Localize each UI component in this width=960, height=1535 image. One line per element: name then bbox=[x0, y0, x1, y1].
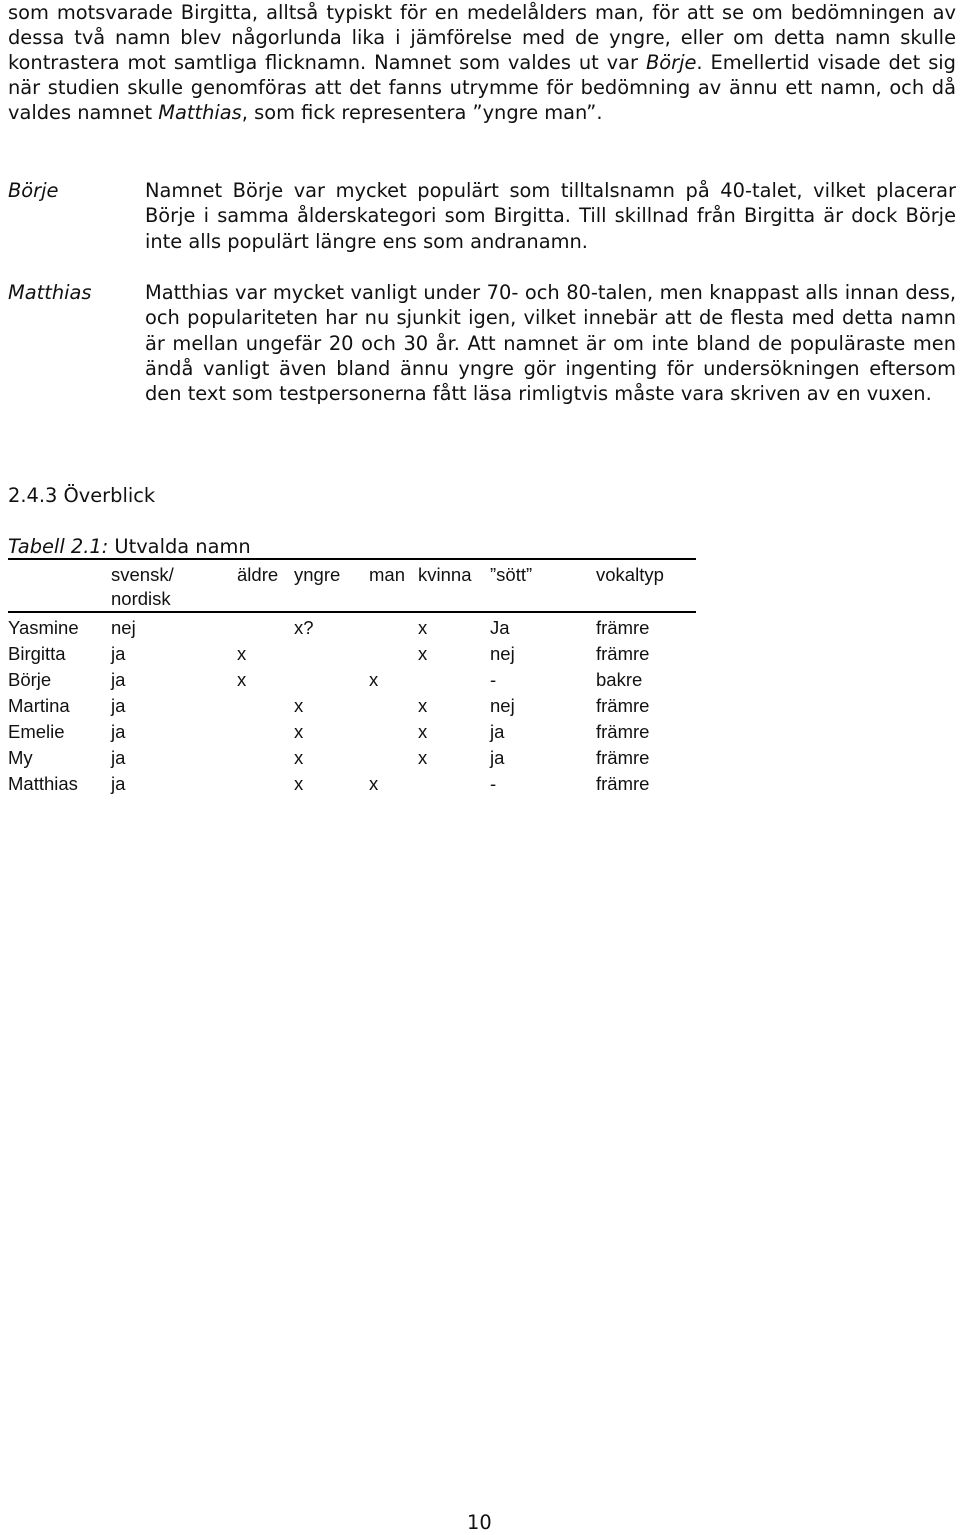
names-table-body bbox=[8, 613, 696, 798]
table-cell: x bbox=[418, 747, 428, 768]
table-cell bbox=[237, 746, 294, 772]
intro-text-1: som motsvarade Birgitta, alltså typiskt för en medelålders man, för att se om bedömningen av dessa två namn blev någorlunda lika i jämförelse med de yngre, eller om detta namn skulle kontrastera mot samtliga flicknamn. Namnet som valdes ut var bbox=[8, 1, 956, 74]
table-row bbox=[8, 642, 696, 668]
intro-text-2: . Emellertid visade det sig när studien skulle genomföras att det fanns utrymme för bedömning av ännu ett namn, och då valdes namnet bbox=[8, 51, 956, 124]
table-cell: Matthias bbox=[8, 773, 78, 794]
table-cell: främre bbox=[596, 695, 650, 716]
names-table-container bbox=[8, 558, 696, 798]
table-cell bbox=[369, 746, 418, 772]
table-header-row bbox=[8, 560, 696, 611]
table-cell: x bbox=[237, 669, 247, 690]
intro-paragraph bbox=[8, 0, 956, 125]
table-cell: Yasmine bbox=[8, 617, 79, 638]
table-cell: ja bbox=[490, 747, 505, 768]
table-caption bbox=[8, 534, 251, 559]
table-cell bbox=[294, 668, 369, 694]
header-cell bbox=[8, 560, 111, 611]
table-cell: My bbox=[8, 747, 33, 768]
table-cell: x bbox=[294, 773, 304, 794]
header-cell: kvinna bbox=[418, 564, 472, 585]
table-cell: nej bbox=[111, 617, 136, 638]
definition-term-borje: Börje bbox=[8, 179, 59, 202]
definition-text-borje: Namnet Börje var mycket populärt som tilltalsnamn på 40-talet, vilket placerar Börje i samma ålderskategori som Birgitta. Till skillnad från Birgitta är dock Börje inte alls populärt längre ens som andranamn. bbox=[145, 179, 956, 253]
table-cell: nej bbox=[490, 643, 515, 664]
table-cell: x? bbox=[294, 617, 314, 638]
table-cell bbox=[237, 772, 294, 798]
table-row bbox=[8, 668, 696, 694]
table-cell: ja bbox=[111, 773, 126, 794]
table-cell: ja bbox=[111, 695, 126, 716]
intro-text-3: , som fick representera ”yngre man”. bbox=[241, 101, 603, 124]
intro-name-matthias: Matthias bbox=[158, 101, 242, 124]
definition-term-matthias: Matthias bbox=[8, 281, 92, 304]
header-cell: ”sött” bbox=[490, 564, 533, 585]
table-cell: x bbox=[294, 747, 304, 768]
table-cell: Birgitta bbox=[8, 643, 66, 664]
table-cell: ja bbox=[490, 721, 505, 742]
table-cell: Börje bbox=[8, 669, 52, 690]
table-cell: x bbox=[418, 721, 428, 742]
table-cell: x bbox=[369, 669, 379, 690]
definition-text-matthias: Matthias var mycket vanligt under 70- och 80-talen, men knappast alls innan dess, och populariteten har nu sjunkit igen, vilket innebär att de flesta med detta namn är mellan ungefär 20 och 30 år. Att namnet är om inte bland de populäraste men ändå vanligt även bland ännu yngre gör ingenting för undersökningen eftersom den text som testpersonerna fått läsa rimligtvis måste vara skriven av en vuxen. bbox=[145, 281, 956, 406]
table-cell bbox=[237, 694, 294, 720]
table-cell: x bbox=[418, 643, 428, 664]
table-cell: x bbox=[294, 695, 304, 716]
table-cell: x bbox=[237, 643, 247, 664]
table-cell: bakre bbox=[596, 669, 643, 690]
table-cell bbox=[369, 613, 418, 642]
table-cell: främre bbox=[596, 721, 650, 742]
table-cell: främre bbox=[596, 773, 650, 794]
table-cell: - bbox=[490, 669, 497, 690]
table-row bbox=[8, 613, 696, 642]
table-cell bbox=[237, 720, 294, 746]
table-row bbox=[8, 720, 696, 746]
table-cell: nej bbox=[490, 695, 515, 716]
table-caption-label: Tabell 2.1: bbox=[8, 535, 109, 558]
header-cell: äldre bbox=[237, 564, 279, 585]
table-cell bbox=[369, 720, 418, 746]
table-cell: ja bbox=[111, 747, 126, 768]
table-cell: främre bbox=[596, 747, 650, 768]
header-cell: man bbox=[369, 564, 405, 585]
table-cell: Martina bbox=[8, 695, 70, 716]
table-cell bbox=[369, 694, 418, 720]
names-table bbox=[8, 560, 696, 611]
table-row bbox=[8, 746, 696, 772]
table-row bbox=[8, 772, 696, 798]
table-caption-title: Utvalda namn bbox=[108, 535, 251, 558]
table-cell: Emelie bbox=[8, 721, 65, 742]
table-cell: x bbox=[369, 773, 379, 794]
table-cell: Ja bbox=[490, 617, 510, 638]
page-number: 10 bbox=[467, 1511, 492, 1534]
header-cell: yngre bbox=[294, 564, 341, 585]
table-cell: ja bbox=[111, 721, 126, 742]
section-heading: 2.4.3 Överblick bbox=[8, 484, 156, 507]
table-cell bbox=[418, 772, 490, 798]
table-cell bbox=[237, 613, 294, 642]
table-cell bbox=[369, 642, 418, 668]
table-cell: x bbox=[418, 617, 428, 638]
header-cell: svensk/ nordisk bbox=[111, 564, 174, 609]
table-cell: - bbox=[490, 773, 497, 794]
table-cell: främre bbox=[596, 617, 650, 638]
intro-name-borje: Börje bbox=[645, 51, 697, 74]
table-cell bbox=[294, 642, 369, 668]
table-cell: x bbox=[294, 721, 304, 742]
table-row bbox=[8, 694, 696, 720]
table-cell: ja bbox=[111, 643, 126, 664]
table-cell: ja bbox=[111, 669, 126, 690]
table-cell: x bbox=[418, 695, 428, 716]
table-cell: främre bbox=[596, 643, 650, 664]
header-cell: vokaltyp bbox=[596, 564, 664, 585]
table-cell bbox=[418, 668, 490, 694]
